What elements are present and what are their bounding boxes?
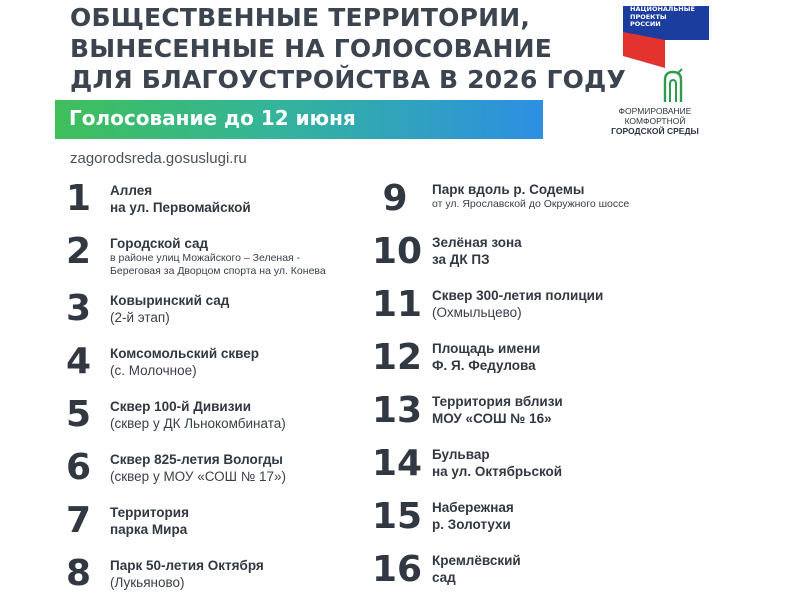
list-item bbox=[372, 547, 672, 600]
list-item bbox=[66, 445, 396, 498]
voting-deadline-text: Голосование до 12 июня bbox=[69, 106, 356, 130]
list-item bbox=[372, 388, 672, 441]
list-item bbox=[66, 286, 396, 339]
item-number: 7 bbox=[66, 500, 92, 541]
national-projects-logo-text: НАЦИОНАЛЬНЫЕ ПРОЕКТЫ РОССИИ bbox=[630, 5, 695, 28]
item-name: Аллея bbox=[110, 183, 153, 198]
item-detail: от ул. Ярославской до Окружного шоссе bbox=[432, 198, 630, 210]
list-item bbox=[66, 339, 396, 392]
item-number: 2 bbox=[66, 231, 92, 272]
item-name: Кремлёвский bbox=[432, 553, 521, 568]
item-number: 16 bbox=[372, 549, 423, 590]
title-line-1: ОБЩЕСТВЕННЫЕ ТЕРРИТОРИИ, bbox=[70, 3, 531, 32]
item-detail: (сквер у МОУ «СОШ № 17») bbox=[110, 469, 287, 484]
item-name: Территория вблизи bbox=[432, 394, 563, 409]
list-item bbox=[372, 441, 672, 494]
item-name: Сквер 100-й Дивизии bbox=[110, 399, 252, 414]
item-name: Территория bbox=[110, 505, 189, 520]
item-number: 13 bbox=[372, 390, 423, 431]
item-detail: (Охмыльцево) bbox=[432, 305, 522, 320]
item-detail: (с. Молочное) bbox=[110, 363, 197, 378]
item-name: Комсомольский сквер bbox=[110, 346, 260, 361]
list-item bbox=[66, 176, 396, 229]
item-number: 1 bbox=[66, 178, 92, 219]
list-item bbox=[66, 551, 396, 604]
item-name: Зелёная зона bbox=[432, 235, 522, 250]
item-detail: р. Золотухи bbox=[432, 517, 511, 532]
title-line-2: ВЫНЕСЕННЫЕ НА ГОЛОСОВАНИЕ bbox=[70, 34, 553, 63]
item-name: Городской сад bbox=[110, 236, 209, 251]
item-name: Ковыринский сад bbox=[110, 293, 230, 308]
item-name: Парк 50-летия Октября bbox=[110, 558, 264, 573]
item-number: 14 bbox=[372, 443, 423, 484]
item-name: Площадь имени bbox=[432, 341, 541, 356]
page-title bbox=[70, 2, 626, 95]
item-detail: за ДК ПЗ bbox=[432, 252, 490, 267]
list-item bbox=[372, 494, 672, 547]
item-detail: Ф. Я. Федулова bbox=[432, 358, 536, 373]
item-detail: парка Мира bbox=[110, 522, 188, 537]
item-detail: МОУ «СОШ № 16» bbox=[432, 411, 552, 426]
item-number: 12 bbox=[372, 337, 423, 378]
item-detail: на ул. Первомайской bbox=[110, 200, 251, 215]
list-item bbox=[66, 498, 396, 551]
item-number: 3 bbox=[66, 288, 92, 329]
territory-list-left bbox=[66, 176, 396, 604]
list-item bbox=[372, 335, 672, 388]
list-item bbox=[66, 392, 396, 445]
comfortable-environment-logo-text: ФОРМИРОВАНИЕ КОМФОРТНОЙ ГОРОДСКОЙ СРЕДЫ bbox=[611, 106, 699, 136]
comfortable-environment-icon bbox=[661, 68, 685, 104]
item-detail: (2-й этап) bbox=[110, 310, 170, 325]
list-item bbox=[66, 229, 396, 286]
item-detail: (сквер у ДК Льнокомбината) bbox=[110, 416, 286, 431]
item-detail: (Лукьяново) bbox=[110, 575, 185, 590]
item-name: Набережная bbox=[432, 500, 514, 515]
title-line-3: ДЛЯ БЛАГОУСТРОЙСТВА В 2026 ГОДУ bbox=[70, 65, 626, 94]
territory-list-right bbox=[372, 176, 672, 600]
item-number: 10 bbox=[372, 231, 423, 272]
item-number: 4 bbox=[66, 341, 92, 382]
list-item bbox=[372, 176, 672, 229]
item-number: 15 bbox=[372, 496, 423, 537]
item-detail-2: Береговая за Дворцом спорта на ул. Конева bbox=[110, 265, 326, 277]
item-detail: на ул. Октябрьской bbox=[432, 464, 563, 479]
item-detail: в районе улиц Можайского – Зеленая - bbox=[110, 252, 301, 264]
list-item bbox=[372, 282, 672, 335]
list-item bbox=[372, 229, 672, 282]
voting-deadline-banner bbox=[55, 100, 543, 139]
item-name: Бульвар bbox=[432, 447, 490, 462]
item-number: 6 bbox=[66, 447, 92, 488]
item-number: 11 bbox=[372, 284, 423, 325]
item-number: 5 bbox=[66, 394, 92, 435]
item-name: Парк вдоль р. Содемы bbox=[432, 182, 585, 197]
item-name: Сквер 300-летия полиции bbox=[432, 288, 604, 303]
item-name: Сквер 825-летия Вологды bbox=[110, 452, 283, 467]
item-number: 9 bbox=[382, 178, 408, 219]
item-detail: сад bbox=[432, 570, 456, 585]
website-link[interactable]: zagorodsreda.gosuslugi.ru bbox=[70, 150, 247, 167]
item-number: 8 bbox=[66, 553, 92, 594]
